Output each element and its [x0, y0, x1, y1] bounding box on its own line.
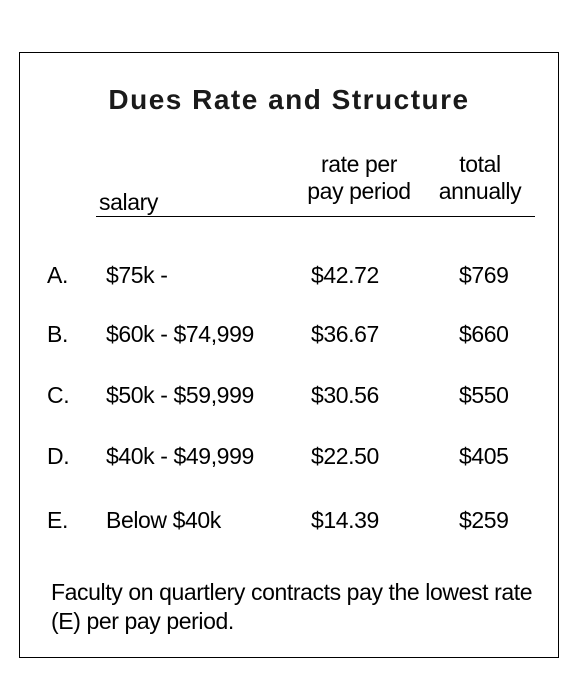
table-title: Dues Rate and Structure	[108, 84, 470, 115]
row-total: $660	[459, 321, 509, 347]
header-salary	[99, 189, 158, 216]
header-rate-line2: pay period	[307, 178, 411, 204]
row-letter: D.	[47, 443, 70, 469]
row-rate: $30.56	[311, 382, 379, 408]
footnote: Faculty on quartlery contracts pay the lowest rate (E) per pay period.	[51, 579, 533, 634]
row-salary: Below $40k	[106, 507, 221, 533]
row-rate: $42.72	[311, 262, 379, 288]
dues-table-box	[19, 52, 559, 658]
header-underline	[96, 216, 535, 217]
table-row	[20, 443, 558, 473]
row-salary: $75k -	[106, 262, 168, 288]
header-rate	[296, 151, 422, 205]
row-total: $769	[459, 262, 509, 288]
row-salary: $60k - $74,999	[106, 321, 254, 347]
header-total	[425, 151, 535, 205]
row-total: $405	[459, 443, 509, 469]
table-row	[20, 382, 558, 412]
header-salary-label: salary	[99, 189, 158, 215]
row-total: $259	[459, 507, 509, 533]
header-total-line1: total	[459, 151, 501, 177]
header-total-line2: annually	[438, 178, 522, 204]
row-salary: $40k - $49,999	[106, 443, 254, 469]
row-salary: $50k - $59,999	[106, 382, 254, 408]
row-letter: B.	[47, 321, 68, 347]
row-total: $550	[459, 382, 509, 408]
table-row	[20, 321, 558, 351]
row-rate: $14.39	[311, 507, 379, 533]
row-letter: A.	[47, 262, 68, 288]
table-row	[20, 262, 558, 292]
table-row	[20, 507, 558, 537]
row-rate: $22.50	[311, 443, 379, 469]
row-letter: E.	[47, 507, 68, 533]
row-letter: C.	[47, 382, 70, 408]
header-rate-line1: rate per	[320, 151, 398, 177]
row-rate: $36.67	[311, 321, 379, 347]
